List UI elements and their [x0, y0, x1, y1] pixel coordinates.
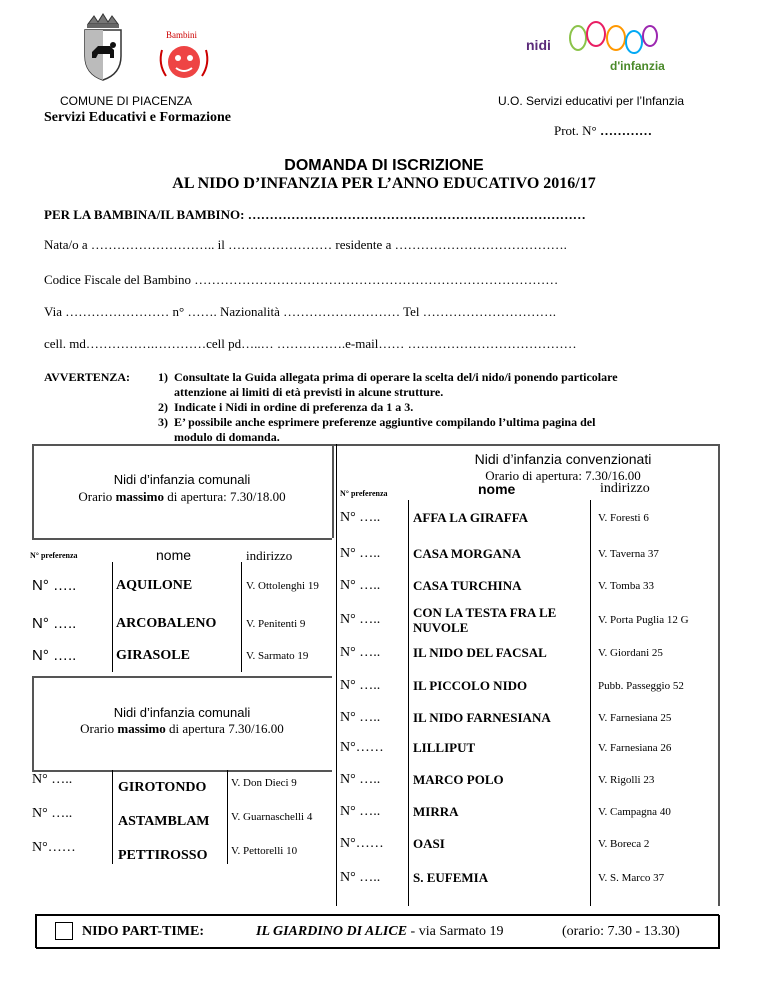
nidi-logo-word1: nidi — [526, 37, 551, 53]
comunali-1-indirizzo-0: V. Ottolenghi 19 — [246, 580, 319, 592]
comunali-1-head-nome: nome — [156, 547, 192, 563]
convenzionati-nome-0: AFFA LA GIRAFFA — [413, 510, 529, 525]
comunali-1-pref-0[interactable]: N° ….. — [32, 577, 77, 594]
field-codice-fiscale[interactable]: Codice Fiscale del Bambino ………………………………………………………………………… — [44, 272, 559, 287]
comunali-2-nome-1: ASTAMBLAM — [118, 814, 210, 829]
convenzionati-indirizzo-0: V. Foresti 6 — [598, 512, 649, 524]
comunali-2-pref-2[interactable]: N°…… — [32, 840, 76, 855]
convenzionati-nome-7: LILLIPUT — [413, 740, 476, 755]
convenzionati-indirizzo-11: V. S. Marco 37 — [598, 872, 665, 884]
convenzionati-pref-0[interactable]: N° ….. — [340, 510, 381, 525]
field-cell[interactable]: cell. md…………….…………cell pd…..… …………….e-mail…… ………………………………… — [44, 336, 577, 351]
convenzionati-head-pref: N° preferenza — [340, 489, 388, 498]
parttime-indirizzo: - via Sarmato 19 — [407, 924, 504, 939]
servizi-educativi: Servizi Educativi e Formazione — [44, 110, 232, 125]
left-box-2-bottom — [32, 770, 332, 772]
left-col-sep-2 — [241, 562, 242, 672]
convenzionati-nome-2: CASA TURCHINA — [413, 578, 522, 593]
convenzionati-pref-9[interactable]: N° ….. — [340, 804, 381, 819]
convenzionati-nome-9: MIRRA — [413, 804, 459, 819]
convenzionati-nome-4: IL NIDO DEL FACSAL — [413, 645, 547, 660]
convenzionati-indirizzo-1: V. Taverna 37 — [598, 548, 659, 560]
comunali-1-head-pref: N° preferenza — [30, 551, 78, 560]
right-table-left-border — [336, 444, 337, 906]
prot-dots: ………… — [600, 123, 653, 138]
convenzionati-nome-10: OASI — [413, 836, 445, 851]
comunali-1-orario-suffix: di apertura: 7.30/18.00 — [163, 489, 286, 504]
field-via[interactable]: Via …………………… n° ……. Nazionalità ……………………… Tel …………………………. — [44, 304, 557, 319]
convenzionati-indirizzo-6: V. Farnesiana 25 — [598, 712, 672, 724]
left-col-sep-4 — [227, 770, 228, 864]
convenzionati-pref-4[interactable]: N° ….. — [340, 645, 381, 660]
convenzionati-pref-3[interactable]: N° ….. — [340, 612, 381, 627]
convenzionati-pref-11[interactable]: N° ….. — [340, 870, 381, 885]
parttime-nido — [256, 924, 503, 940]
bambini-logo-text: Bambini — [166, 30, 197, 40]
comunali-2-indirizzo-2: V. Pettorelli 10 — [231, 845, 298, 857]
table-top-border — [32, 444, 720, 446]
avvertenza-3-line1: E’ possibile anche esprimere preferenze aggiuntive compilando l’ultima pagina del — [174, 415, 596, 429]
convenzionati-indirizzo-7: V. Farnesiana 26 — [598, 742, 672, 754]
parttime-checkbox[interactable] — [55, 922, 73, 940]
nidi-logo-word2: d'infanzia — [610, 59, 665, 73]
convenzionati-pref-5[interactable]: N° ….. — [340, 678, 381, 693]
convenzionati-orario: Orario di apertura: 7.30/16.00 — [485, 468, 641, 483]
comune-name: COMUNE DI PIACENZA — [60, 94, 193, 108]
convenzionati-indirizzo-2: V. Tomba 33 — [598, 580, 654, 592]
left-box-2-top — [32, 676, 332, 678]
field-bambino[interactable] — [44, 207, 586, 223]
left-box-1-right — [332, 444, 334, 538]
convenzionati-head-nome: nome — [478, 481, 516, 497]
field-nato[interactable]: Nata/o a ……………………….. il …………………… residente a …………………………………. — [44, 237, 567, 252]
title-line-2: AL NIDO D’INFANZIA PER L’ANNO EDUCATIVO 2016/17 — [172, 175, 596, 192]
comunali-2-pref-1[interactable]: N° ….. — [32, 806, 73, 821]
convenzionati-pref-6[interactable]: N° ….. — [340, 710, 381, 725]
left-col-sep-3 — [112, 770, 113, 864]
comunali-1-title: Nidi d’infanzia comunali — [113, 472, 251, 487]
comunali-1-indirizzo-2: V. Sarmato 19 — [246, 650, 309, 662]
avvertenza-2-num: 2) — [158, 400, 168, 414]
parttime-nome: IL GIARDINO DI ALICE — [256, 924, 408, 939]
comunali-1-head-indirizzo: indirizzo — [246, 548, 293, 563]
comunali-2-indirizzo-0: V. Don Dieci 9 — [231, 777, 297, 789]
nidi-infanzia-logo — [524, 16, 672, 80]
convenzionati-pref-1[interactable]: N° ….. — [340, 546, 381, 561]
avvertenza-1-num: 1) — [158, 370, 168, 384]
comunali-2-orario-suffix: di apertura 7.30/16.00 — [165, 721, 284, 736]
convenzionati-title: Nidi d’infanzia convenzionati — [474, 451, 652, 467]
convenzionati-nome-6: IL NIDO FARNESIANA — [413, 710, 551, 725]
convenzionati-indirizzo-8: V. Rigolli 23 — [598, 774, 655, 786]
avvertenza-label: AVVERTENZA: — [44, 370, 131, 384]
right-col-sep-2 — [590, 500, 591, 906]
table-right-border — [718, 444, 720, 906]
convenzionati-indirizzo-5: Pubb. Passeggio 52 — [598, 680, 684, 692]
avvertenza-3-num: 3) — [158, 415, 168, 429]
comunali-2-nome-0: GIROTONDO — [118, 780, 207, 795]
parttime-orario: (orario: 7.30 - 13.30) — [562, 924, 680, 939]
comunali-2-nome-2: PETTIROSSO — [118, 848, 208, 863]
prot-number[interactable] — [554, 123, 652, 139]
convenzionati-pref-8[interactable]: N° ….. — [340, 772, 381, 787]
comunali-1-nome-1: ARCOBALENO — [116, 616, 217, 631]
convenzionati-nome-5: IL PICCOLO NIDO — [413, 678, 528, 693]
right-col-sep-1 — [408, 500, 409, 906]
avvertenza-1-line2: attenzione ai limiti di età previsti in alcune strutture. — [174, 385, 444, 399]
comune-crest-logo — [80, 12, 126, 82]
comunali-2-title: Nidi d’infanzia comunali — [113, 705, 251, 720]
comunali-1-nome-0: AQUILONE — [116, 578, 193, 593]
comunali-1-nome-2: GIRASOLE — [116, 648, 190, 663]
prot-label: Prot. N° — [554, 123, 597, 138]
convenzionati-indirizzo-4: V. Giordani 25 — [598, 647, 663, 659]
avvertenza-2-line1: Indicate i Nidi in ordine di preferenza da 1 a 3. — [174, 400, 414, 414]
title-line-1: DOMANDA DI ISCRIZIONE — [284, 157, 484, 174]
avvertenza-3-line2: modulo di domanda. — [174, 430, 280, 444]
comunali-2-pref-0[interactable]: N° ….. — [32, 772, 73, 787]
convenzionati-pref-2[interactable]: N° ….. — [340, 578, 381, 593]
convenzionati-nome-1: CASA MORGANA — [413, 546, 521, 561]
avvertenza-1-line1: Consultate la Guida allegata prima di operare la scelta del/i nido/i ponendo particolare — [174, 370, 618, 384]
comunali-1-orario — [32, 489, 332, 505]
convenzionati-pref-7[interactable]: N°…… — [340, 740, 384, 755]
convenzionati-nome-8: MARCO POLO — [413, 772, 504, 787]
left-box-1-bottom — [32, 538, 332, 540]
convenzionati-indirizzo-9: V. Campagna 40 — [598, 806, 671, 818]
convenzionati-nome-3: CON LA TESTA FRA LE NUVOLE — [413, 605, 557, 635]
convenzionati-head-indirizzo: indirizzo — [600, 481, 650, 496]
comunali-1-indirizzo-1: V. Penitenti 9 — [246, 618, 306, 630]
convenzionati-indirizzo-3: V. Porta Puglia 12 G — [598, 614, 689, 626]
comunali-2-orario-prefix: Orario — [80, 721, 118, 736]
bambini-logo — [152, 24, 216, 84]
comunali-1-orario-bold: massimo — [115, 489, 164, 504]
uo-servizi: U.O. Servizi educativi per l’Infanzia — [498, 94, 685, 108]
left-col-sep-1 — [112, 562, 113, 672]
comunali-1-orario-prefix: Orario — [78, 489, 116, 504]
convenzionati-pref-10[interactable]: N°…… — [340, 836, 384, 851]
parttime-label: NIDO PART-TIME: — [82, 924, 205, 939]
comunali-2-orario — [32, 721, 332, 737]
comunali-2-orario-bold: massimo — [117, 721, 166, 736]
comunali-2-indirizzo-1: V. Guarnaschelli 4 — [231, 811, 313, 823]
comunali-1-pref-2[interactable]: N° ….. — [32, 647, 77, 664]
field-bambino-text: PER LA BAMBINA/IL BAMBINO: …………………………………………………………………… — [44, 207, 586, 222]
comunali-1-pref-1[interactable]: N° ….. — [32, 615, 77, 632]
convenzionati-indirizzo-10: V. Boreca 2 — [598, 838, 650, 850]
convenzionati-nome-11: S. EUFEMIA — [413, 870, 489, 885]
